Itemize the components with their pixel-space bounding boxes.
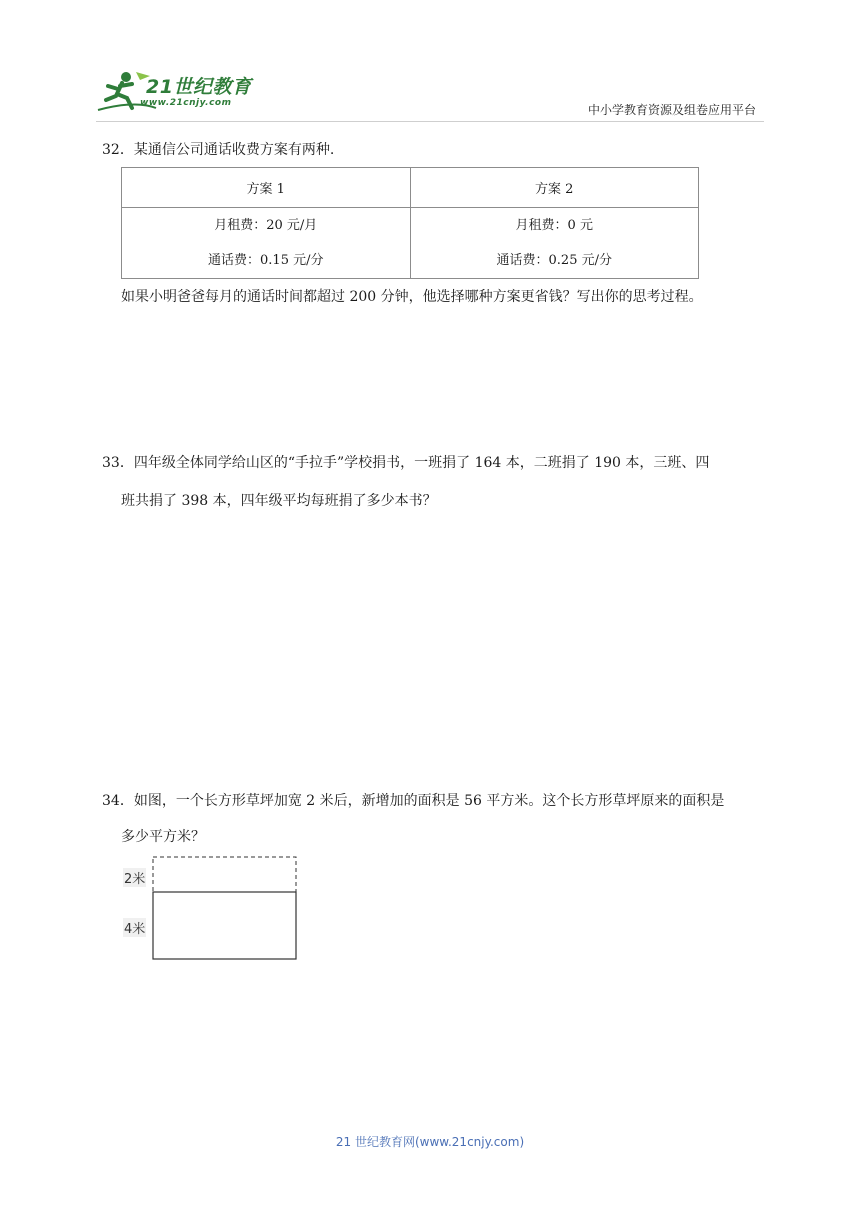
header-divider	[96, 121, 764, 122]
plan1-rent: 月租费：20 元/月	[214, 218, 318, 233]
q33-line1: 33．四年级全体同学给山区的“手拉手”学校捐书，一班捐了 164 本，二班捐了 190 本，三班、四	[102, 455, 710, 471]
label-2m: 2米	[123, 868, 146, 887]
q34-line2: 多少平方米？	[121, 829, 205, 845]
logo-url: www.21cnjy.com	[140, 98, 232, 108]
q32-question: 如果小明爸爸每月的通话时间都超过 200 分钟，他选择哪种方案更省钱？写出你的思考过程。	[121, 289, 703, 305]
plan1-cell	[122, 208, 411, 279]
q32-stem: 32．某通信公司通话收费方案有两种.	[102, 142, 335, 158]
original-lawn	[153, 892, 296, 959]
plan-table	[121, 167, 699, 279]
plan2-call: 通话费：0.25 元/分	[496, 253, 612, 268]
lawn-figure	[120, 852, 320, 967]
label-4m: 4米	[123, 918, 146, 937]
logo-text: 21世纪教育	[146, 76, 252, 98]
plan1-header: 方案 1	[122, 168, 411, 208]
footer-text: 21 世纪教育网(www.21cnjy.com)	[335, 1135, 525, 1149]
q33-line2: 班共捐了 398 本，四年级平均每班捐了多少本书？	[121, 493, 437, 509]
platform-title: 中小学教育资源及组卷应用平台	[587, 103, 756, 117]
plan2-header: 方案 2	[410, 168, 699, 208]
added-strip	[153, 857, 296, 892]
q34-line1: 34．如图，一个长方形草坪加宽 2 米后，新增加的面积是 56 平方米。这个长方形草坪原来的面积是	[102, 793, 725, 809]
plan2-rent: 月租费：0 元	[515, 218, 593, 233]
plan1-call: 通话费：0.15 元/分	[208, 253, 324, 268]
plan2-cell	[410, 208, 699, 279]
